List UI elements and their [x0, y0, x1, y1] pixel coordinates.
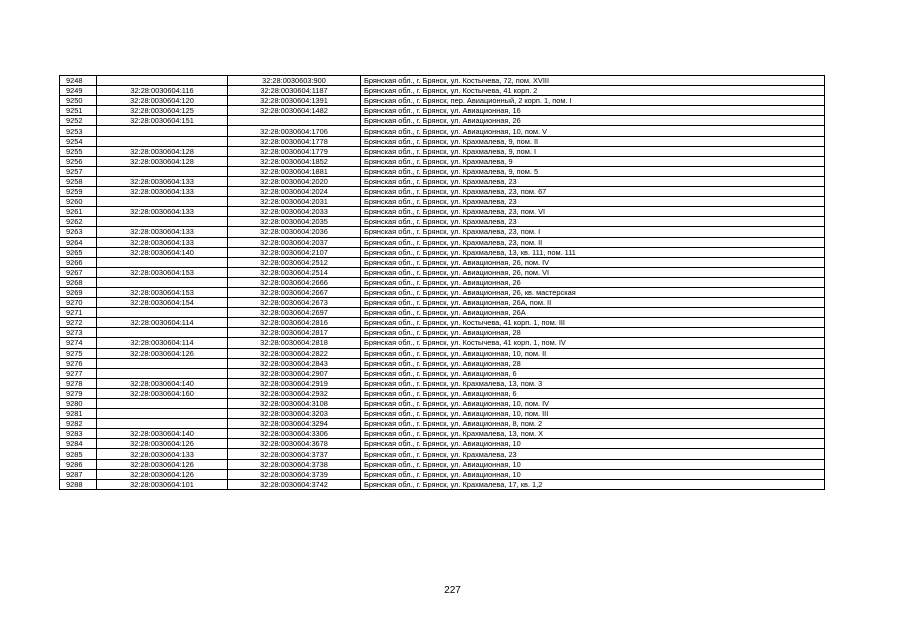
object-cadastral-cell: 32:28:0030604:1779: [228, 146, 361, 156]
parent-cadastral-cell: 32:28:0030604:140: [97, 429, 228, 439]
table-row: [60, 399, 825, 409]
address-cell: Брянская обл., г. Брянск, пер. Авиационный, 2 корп. 1, пом. I: [361, 96, 825, 106]
table-row: [60, 187, 825, 197]
row-number-cell: 9278: [60, 378, 97, 388]
address-cell: Брянская обл., г. Брянск, ул. Авиационная, 26: [361, 116, 825, 126]
parent-cadastral-cell: 32:28:0030604:133: [97, 237, 228, 247]
object-cadastral-cell: 32:28:0030603:900: [228, 76, 361, 86]
address-cell: Брянская обл., г. Брянск, ул. Авиационная, 16: [361, 106, 825, 116]
row-number-cell: 9257: [60, 166, 97, 176]
row-number-cell: 9264: [60, 237, 97, 247]
parent-cadastral-cell: 32:28:0030604:133: [97, 176, 228, 186]
table-row: [60, 479, 825, 489]
object-cadastral-cell: 32:28:0030604:2512: [228, 257, 361, 267]
address-cell: Брянская обл., г. Брянск, ул. Костычева, 41 корп. 1, пом. IV: [361, 338, 825, 348]
parent-cadastral-cell: 32:28:0030604:133: [97, 187, 228, 197]
row-number-cell: 9256: [60, 156, 97, 166]
parent-cadastral-cell: 32:28:0030604:140: [97, 247, 228, 257]
parent-cadastral-cell: 32:28:0030604:126: [97, 459, 228, 469]
row-number-cell: 9248: [60, 76, 97, 86]
object-cadastral-cell: 32:28:0030604:2843: [228, 358, 361, 368]
row-number-cell: 9277: [60, 368, 97, 378]
parent-cadastral-cell: [97, 358, 228, 368]
parent-cadastral-cell: 32:28:0030604:133: [97, 449, 228, 459]
object-cadastral-cell: 32:28:0030604:3108: [228, 399, 361, 409]
address-cell: Брянская обл., г. Брянск, ул. Авиационная, 6: [361, 388, 825, 398]
row-number-cell: 9258: [60, 176, 97, 186]
parent-cadastral-cell: [97, 399, 228, 409]
address-cell: Брянская обл., г. Брянск, ул. Авиационная, 26, кв. мастерская: [361, 287, 825, 297]
table-row: [60, 358, 825, 368]
object-cadastral-cell: 32:28:0030604:3294: [228, 419, 361, 429]
row-number-cell: 9261: [60, 207, 97, 217]
parent-cadastral-cell: 32:28:0030604:151: [97, 116, 228, 126]
object-cadastral-cell: 32:28:0030604:3306: [228, 429, 361, 439]
row-number-cell: 9251: [60, 106, 97, 116]
row-number-cell: 9269: [60, 287, 97, 297]
row-number-cell: 9280: [60, 399, 97, 409]
parent-cadastral-cell: 32:28:0030604:126: [97, 439, 228, 449]
address-cell: Брянская обл., г. Брянск, ул. Костычева, 41 корп. 1, пом. III: [361, 318, 825, 328]
object-cadastral-cell: 32:28:0030604:1881: [228, 166, 361, 176]
parent-cadastral-cell: [97, 368, 228, 378]
address-cell: Брянская обл., г. Брянск, ул. Крахмалева, 23: [361, 449, 825, 459]
parent-cadastral-cell: 32:28:0030604:128: [97, 146, 228, 156]
object-cadastral-cell: 32:28:0030604:2020: [228, 176, 361, 186]
table-body: [60, 76, 825, 490]
address-cell: Брянская обл., г. Брянск, ул. Крахмалева, 23, пом. I: [361, 227, 825, 237]
parent-cadastral-cell: [97, 328, 228, 338]
row-number-cell: 9283: [60, 429, 97, 439]
parent-cadastral-cell: 32:28:0030604:114: [97, 318, 228, 328]
table-row: [60, 287, 825, 297]
address-cell: Брянская обл., г. Брянск, ул. Крахмалева, 9, пом. I: [361, 146, 825, 156]
object-cadastral-cell: 32:28:0030604:1391: [228, 96, 361, 106]
address-cell: Брянская обл., г. Брянск, ул. Авиационная, 10, пом. III: [361, 409, 825, 419]
address-cell: Брянская обл., г. Брянск, ул. Авиационная, 10: [361, 469, 825, 479]
parent-cadastral-cell: 32:28:0030604:153: [97, 267, 228, 277]
row-number-cell: 9270: [60, 298, 97, 308]
address-cell: Брянская обл., г. Брянск, ул. Авиационная, 10: [361, 459, 825, 469]
row-number-cell: 9255: [60, 146, 97, 156]
object-cadastral-cell: 32:28:0030604:3739: [228, 469, 361, 479]
address-cell: Брянская обл., г. Брянск, ул. Крахмалева, 23: [361, 197, 825, 207]
table-row: [60, 136, 825, 146]
table-row: [60, 76, 825, 86]
row-number-cell: 9253: [60, 126, 97, 136]
table-row: [60, 409, 825, 419]
table-row: [60, 318, 825, 328]
address-cell: Брянская обл., г. Брянск, ул. Авиационная, 10, пом. II: [361, 348, 825, 358]
table-row: [60, 146, 825, 156]
row-number-cell: 9274: [60, 338, 97, 348]
parent-cadastral-cell: [97, 257, 228, 267]
property-table: [59, 75, 825, 490]
object-cadastral-cell: 32:28:0030604:2817: [228, 328, 361, 338]
parent-cadastral-cell: 32:28:0030604:160: [97, 388, 228, 398]
parent-cadastral-cell: [97, 197, 228, 207]
address-cell: Брянская обл., г. Брянск, ул. Крахмалева, 23: [361, 176, 825, 186]
object-cadastral-cell: 32:28:0030604:2697: [228, 308, 361, 318]
row-number-cell: 9285: [60, 449, 97, 459]
row-number-cell: 9268: [60, 277, 97, 287]
parent-cadastral-cell: [97, 166, 228, 176]
address-cell: Брянская обл., г. Брянск, ул. Авиационная, 10: [361, 439, 825, 449]
object-cadastral-cell: 32:28:0030604:2035: [228, 217, 361, 227]
address-cell: Брянская обл., г. Брянск, ул. Авиационная, 28: [361, 358, 825, 368]
table-row: [60, 166, 825, 176]
table-row: [60, 308, 825, 318]
parent-cadastral-cell: 32:28:0030604:126: [97, 469, 228, 479]
row-number-cell: 9287: [60, 469, 97, 479]
row-number-cell: 9263: [60, 227, 97, 237]
address-cell: Брянская обл., г. Брянск, ул. Костычева, 41 корп. 2: [361, 86, 825, 96]
parent-cadastral-cell: 32:28:0030604:133: [97, 227, 228, 237]
row-number-cell: 9260: [60, 197, 97, 207]
object-cadastral-cell: 32:28:0030604:2666: [228, 277, 361, 287]
object-cadastral-cell: 32:28:0030604:1778: [228, 136, 361, 146]
object-cadastral-cell: 32:28:0030604:1706: [228, 126, 361, 136]
row-number-cell: 9272: [60, 318, 97, 328]
address-cell: Брянская обл., г. Брянск, ул. Крахмалева, 13, пом. 3: [361, 378, 825, 388]
address-cell: Брянская обл., г. Брянск, ул. Крахмалева, 23: [361, 217, 825, 227]
object-cadastral-cell: 32:28:0030604:3742: [228, 479, 361, 489]
row-number-cell: 9259: [60, 187, 97, 197]
parent-cadastral-cell: [97, 217, 228, 227]
object-cadastral-cell: 32:28:0030604:2816: [228, 318, 361, 328]
table-row: [60, 237, 825, 247]
table-row: [60, 439, 825, 449]
address-cell: Брянская обл., г. Брянск, ул. Авиационная, 10, пом. V: [361, 126, 825, 136]
row-number-cell: 9252: [60, 116, 97, 126]
object-cadastral-cell: 32:28:0030604:2107: [228, 247, 361, 257]
table-row: [60, 126, 825, 136]
object-cadastral-cell: [228, 116, 361, 126]
object-cadastral-cell: 32:28:0030604:1852: [228, 156, 361, 166]
address-cell: Брянская обл., г. Брянск, ул. Костычева, 72, пом. XVIII: [361, 76, 825, 86]
row-number-cell: 9262: [60, 217, 97, 227]
parent-cadastral-cell: [97, 277, 228, 287]
table-row: [60, 197, 825, 207]
row-number-cell: 9267: [60, 267, 97, 277]
parent-cadastral-cell: 32:28:0030604:126: [97, 348, 228, 358]
row-number-cell: 9286: [60, 459, 97, 469]
object-cadastral-cell: 32:28:0030604:2919: [228, 378, 361, 388]
address-cell: Брянская обл., г. Брянск, ул. Авиационная, 6: [361, 368, 825, 378]
parent-cadastral-cell: 32:28:0030604:133: [97, 207, 228, 217]
address-cell: Брянская обл., г. Брянск, ул. Авиационная, 26А, пом. II: [361, 298, 825, 308]
row-number-cell: 9288: [60, 479, 97, 489]
address-cell: Брянская обл., г. Брянск, ул. Крахмалева, 9, пом. II: [361, 136, 825, 146]
parent-cadastral-cell: 32:28:0030604:101: [97, 479, 228, 489]
row-number-cell: 9271: [60, 308, 97, 318]
address-cell: Брянская обл., г. Брянск, ул. Авиационная, 26А: [361, 308, 825, 318]
table-row: [60, 176, 825, 186]
table-row: [60, 348, 825, 358]
table-row: [60, 267, 825, 277]
row-number-cell: 9250: [60, 96, 97, 106]
object-cadastral-cell: 32:28:0030604:1482: [228, 106, 361, 116]
address-cell: Брянская обл., г. Брянск, ул. Авиационная, 8, пом. 2: [361, 419, 825, 429]
table-row: [60, 106, 825, 116]
object-cadastral-cell: 32:28:0030604:2673: [228, 298, 361, 308]
object-cadastral-cell: 32:28:0030604:3678: [228, 439, 361, 449]
table-row: [60, 328, 825, 338]
table-row: [60, 96, 825, 106]
parent-cadastral-cell: [97, 76, 228, 86]
table-row: [60, 429, 825, 439]
row-number-cell: 9273: [60, 328, 97, 338]
table-row: [60, 156, 825, 166]
table-row: [60, 419, 825, 429]
table-row: [60, 116, 825, 126]
row-number-cell: 9254: [60, 136, 97, 146]
address-cell: Брянская обл., г. Брянск, ул. Крахмалева, 9: [361, 156, 825, 166]
parent-cadastral-cell: 32:28:0030604:140: [97, 378, 228, 388]
table-row: [60, 368, 825, 378]
address-cell: Брянская обл., г. Брянск, ул. Авиационная, 28: [361, 328, 825, 338]
object-cadastral-cell: 32:28:0030604:1187: [228, 86, 361, 96]
table-row: [60, 338, 825, 348]
object-cadastral-cell: 32:28:0030604:2031: [228, 197, 361, 207]
table-row: [60, 388, 825, 398]
parent-cadastral-cell: [97, 308, 228, 318]
parent-cadastral-cell: 32:28:0030604:128: [97, 156, 228, 166]
row-number-cell: 9279: [60, 388, 97, 398]
address-cell: Брянская обл., г. Брянск, ул. Крахмалева, 23, пом. VI: [361, 207, 825, 217]
object-cadastral-cell: 32:28:0030604:2036: [228, 227, 361, 237]
table-row: [60, 227, 825, 237]
table-row: [60, 459, 825, 469]
parent-cadastral-cell: 32:28:0030604:120: [97, 96, 228, 106]
object-cadastral-cell: 32:28:0030604:2037: [228, 237, 361, 247]
address-cell: Брянская обл., г. Брянск, ул. Авиационная, 26: [361, 277, 825, 287]
parent-cadastral-cell: 32:28:0030604:154: [97, 298, 228, 308]
object-cadastral-cell: 32:28:0030604:3738: [228, 459, 361, 469]
table-row: [60, 277, 825, 287]
object-cadastral-cell: 32:28:0030604:2667: [228, 287, 361, 297]
parent-cadastral-cell: [97, 409, 228, 419]
parent-cadastral-cell: 32:28:0030604:153: [97, 287, 228, 297]
object-cadastral-cell: 32:28:0030604:2818: [228, 338, 361, 348]
row-number-cell: 9249: [60, 86, 97, 96]
row-number-cell: 9281: [60, 409, 97, 419]
address-cell: Брянская обл., г. Брянск, ул. Крахмалева, 23, пом. II: [361, 237, 825, 247]
address-cell: Брянская обл., г. Брянск, ул. Крахмалева, 9, пом. 5: [361, 166, 825, 176]
table-row: [60, 257, 825, 267]
parent-cadastral-cell: 32:28:0030604:116: [97, 86, 228, 96]
object-cadastral-cell: 32:28:0030604:2822: [228, 348, 361, 358]
table-row: [60, 449, 825, 459]
address-cell: Брянская обл., г. Брянск, ул. Крахмалева, 23, пом. 67: [361, 187, 825, 197]
row-number-cell: 9266: [60, 257, 97, 267]
table-row: [60, 298, 825, 308]
row-number-cell: 9275: [60, 348, 97, 358]
page-number: 227: [444, 585, 461, 596]
parent-cadastral-cell: [97, 136, 228, 146]
table-row: [60, 217, 825, 227]
address-cell: Брянская обл., г. Брянск, ул. Крахмалева, 17, кв. 1,2: [361, 479, 825, 489]
object-cadastral-cell: 32:28:0030604:2514: [228, 267, 361, 277]
address-cell: Брянская обл., г. Брянск, ул. Крахмалева, 13, пом. X: [361, 429, 825, 439]
parent-cadastral-cell: [97, 126, 228, 136]
object-cadastral-cell: 32:28:0030604:2932: [228, 388, 361, 398]
parent-cadastral-cell: [97, 419, 228, 429]
parent-cadastral-cell: 32:28:0030604:125: [97, 106, 228, 116]
address-cell: Брянская обл., г. Брянск, ул. Авиационная, 26, пом. VI: [361, 267, 825, 277]
parent-cadastral-cell: 32:28:0030604:114: [97, 338, 228, 348]
row-number-cell: 9276: [60, 358, 97, 368]
row-number-cell: 9284: [60, 439, 97, 449]
table-row: [60, 247, 825, 257]
object-cadastral-cell: 32:28:0030604:2907: [228, 368, 361, 378]
row-number-cell: 9265: [60, 247, 97, 257]
table-row: [60, 86, 825, 96]
object-cadastral-cell: 32:28:0030604:3737: [228, 449, 361, 459]
address-cell: Брянская обл., г. Брянск, ул. Авиационная, 10, пом. IV: [361, 399, 825, 409]
object-cadastral-cell: 32:28:0030604:2033: [228, 207, 361, 217]
address-cell: Брянская обл., г. Брянск, ул. Авиационная, 26, пом. IV: [361, 257, 825, 267]
table-row: [60, 378, 825, 388]
address-cell: Брянская обл., г. Брянск, ул. Крахмалева, 13, кв. 111, пом. 111: [361, 247, 825, 257]
row-number-cell: 9282: [60, 419, 97, 429]
object-cadastral-cell: 32:28:0030604:3203: [228, 409, 361, 419]
table-row: [60, 207, 825, 217]
table-row: [60, 469, 825, 479]
object-cadastral-cell: 32:28:0030604:2024: [228, 187, 361, 197]
